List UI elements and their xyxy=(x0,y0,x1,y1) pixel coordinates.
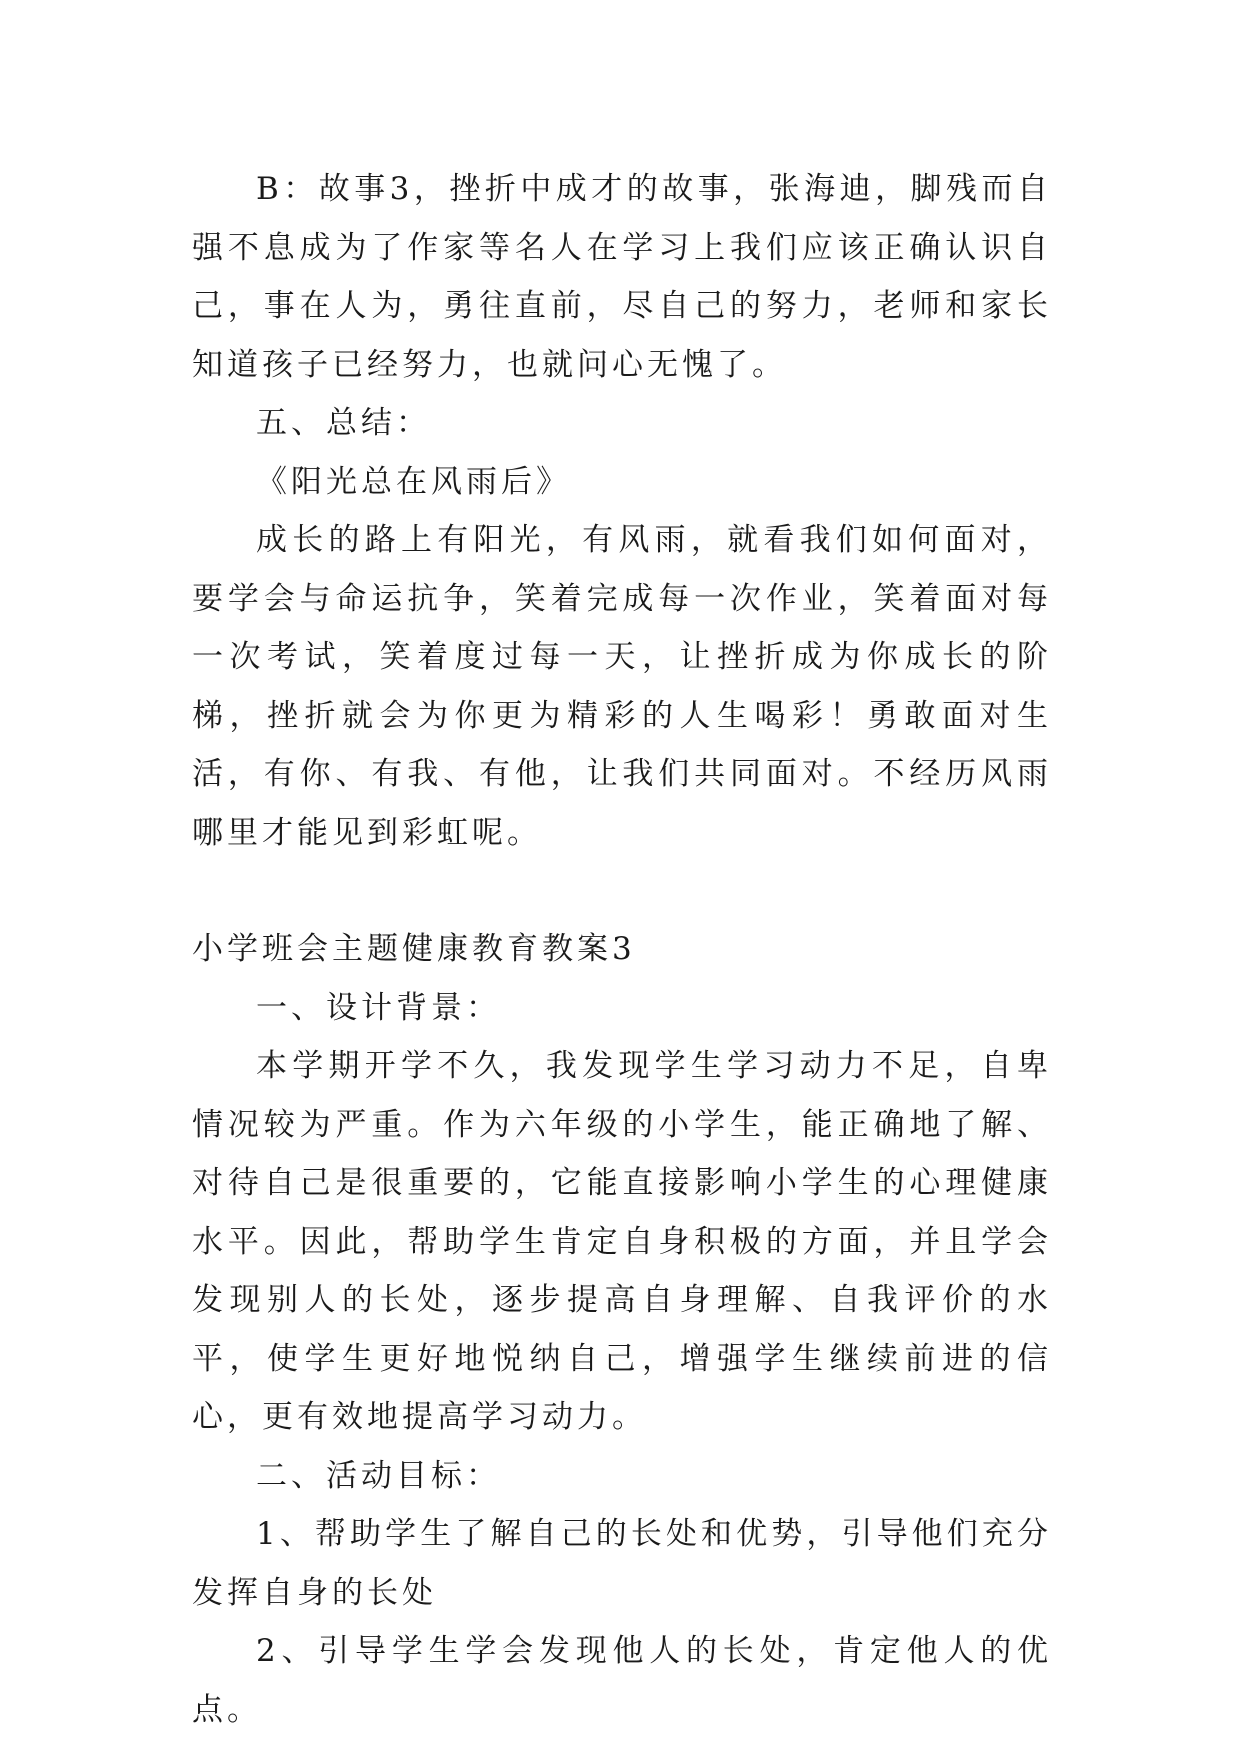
summary-heading: 五、总结： xyxy=(256,405,431,441)
activity-goals-heading: 二、活动目标： xyxy=(256,1457,501,1494)
section-title: 小学班会主题健康教育教案3 xyxy=(192,931,636,967)
story-paragraph: B：故事3，挫折中成才的故事，张海迪，脚残而自强不息成为了作家等名人在学习上我们应该正确认识自己，事在人为，勇往直前，尽自己的努力，老师和家长知道孩子已经努力，也就问心无愧了。 xyxy=(192,171,1052,383)
design-background-heading: 一、设计背景： xyxy=(256,989,501,1026)
design-background-paragraph: 本学期开学不久，我发现学生学习动力不足，自卑情况较为严重。作为六年级的小学生，能正确地了解、对待自己是很重要的，它能直接影响小学生的心理健康水平。因此，帮助学生肯定自身积极的方面，并且学会发现别人的长处，逐步提高自身理解、自我评价的水平，使学生更好地悦纳自己，增强学生继续前进的信心，更有效地提高学习动力。 xyxy=(192,1048,1052,1435)
goal-item-2: 2、引导学生学会发现他人的长处，肯定他人的优点。 xyxy=(192,1633,1052,1728)
goal-item-1: 1、帮助学生了解自己的长处和优势，引导他们充分发挥自身的长处 xyxy=(192,1516,1052,1611)
song-title: 《阳光总在风雨后》 xyxy=(256,463,571,500)
summary-paragraph: 成长的路上有阳光，有风雨，就看我们如何面对，要学会与命运抗争，笑着完成每一次作业，笑着面对每一次考试，笑着度过每一天，让挫折成为你成长的阶梯，挫折就会为你更为精彩的人生喝彩！勇敢面对生活，有你、有我、有他，让我们共同面对。不经历风雨哪里才能见到彩虹呢。 xyxy=(192,522,1052,851)
document-page xyxy=(192,160,1052,1739)
